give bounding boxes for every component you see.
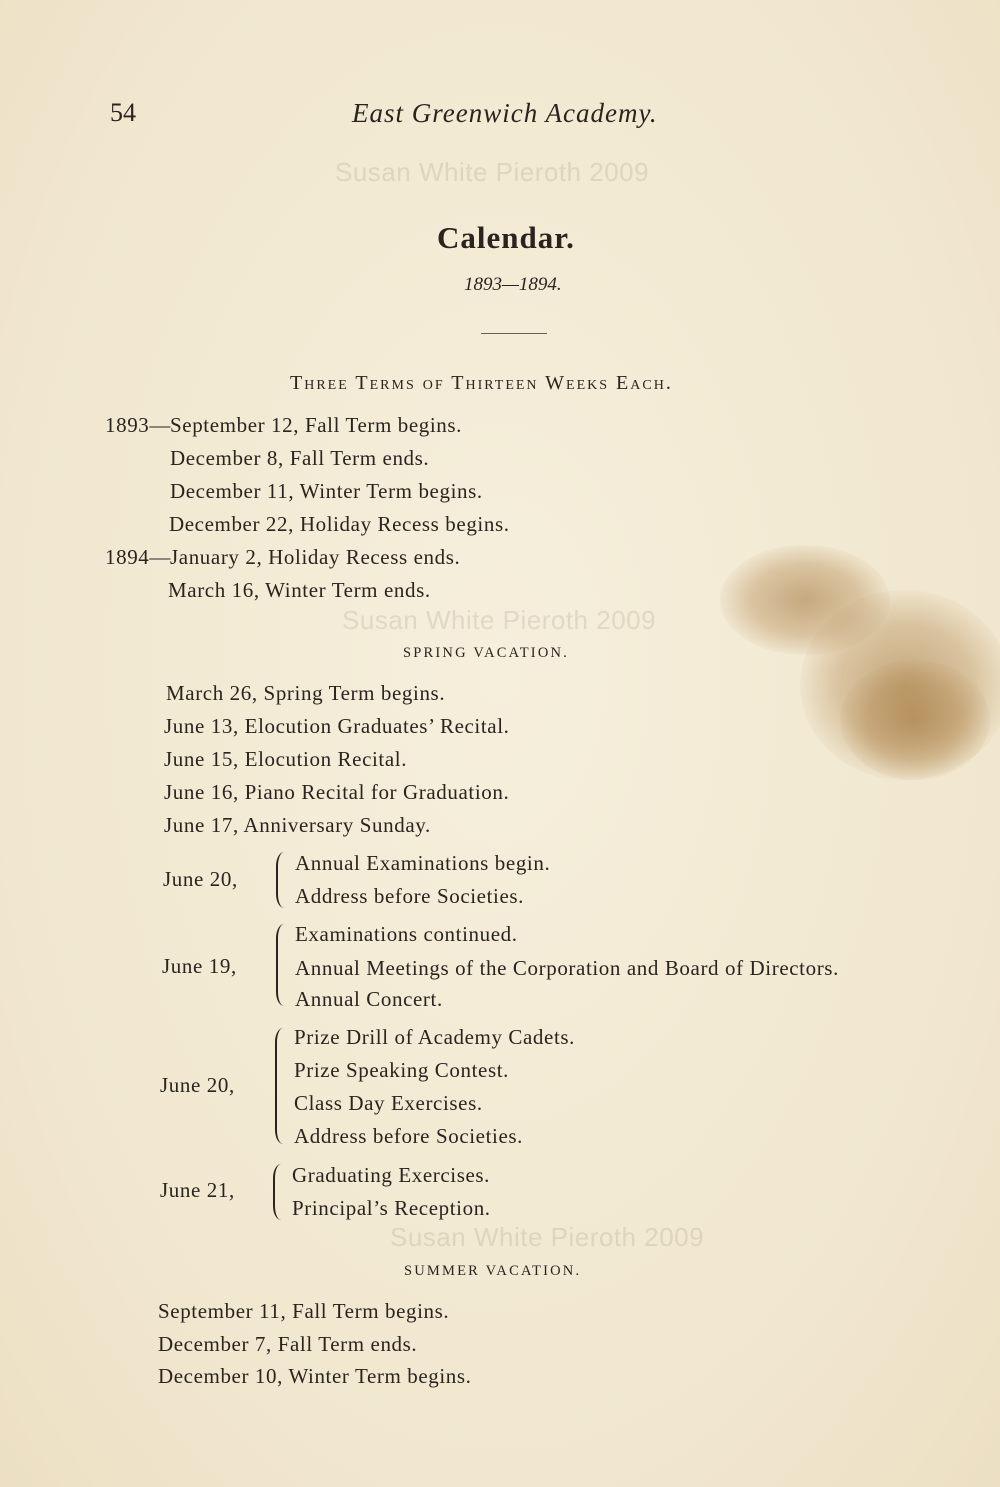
watermark: Susan White Pieroth 2009 <box>335 157 650 187</box>
calendar-entry: Graduating Exercises. <box>292 1163 491 1187</box>
calendar-entry: Annual Concert. <box>295 987 443 1011</box>
calendar-entry: Address before Societies. <box>295 884 525 908</box>
calendar-entry: Annual Examinations begin. <box>295 851 551 875</box>
calendar-entry: June 17, Anniversary Sunday. <box>164 813 431 837</box>
year-label: 1893— <box>105 413 171 437</box>
water-stain <box>800 590 1000 780</box>
calendar-entry: September 12, Fall Term begins. <box>170 413 463 437</box>
group-date: June 19, <box>162 954 237 978</box>
water-stain <box>840 660 990 780</box>
calendar-entry: Annual Meetings of the Corporation and Board of Directors. <box>295 956 839 980</box>
water-stain <box>720 545 890 655</box>
year-label: 1894— <box>105 545 171 569</box>
calendar-entry: June 13, Elocution Graduates’ Recital. <box>164 714 510 738</box>
watermark: Susan White Pieroth 2009 <box>342 605 657 635</box>
divider <box>481 333 547 334</box>
group-date: June 20, <box>163 867 238 891</box>
page-title: Calendar. <box>437 220 575 255</box>
calendar-entry: January 2, Holiday Recess ends. <box>170 545 461 569</box>
calendar-entry: December 10, Winter Term begins. <box>158 1364 472 1388</box>
calendar-entry: June 15, Elocution Recital. <box>164 747 408 771</box>
calendar-entry: December 22, Holiday Recess begins. <box>169 512 510 536</box>
calendar-entry: Prize Speaking Contest. <box>294 1058 510 1082</box>
calendar-entry: Class Day Exercises. <box>294 1091 483 1115</box>
calendar-entry: December 8, Fall Term ends. <box>170 446 430 470</box>
calendar-entry: Examinations continued. <box>295 922 518 946</box>
brace <box>273 1164 283 1220</box>
terms-heading: Three Terms of Thirteen Weeks Each. <box>290 372 673 394</box>
brace <box>275 1028 285 1144</box>
group-date: June 21, <box>160 1178 235 1202</box>
calendar-entry: June 16, Piano Recital for Graduation. <box>164 780 510 804</box>
calendar-entry: March 26, Spring Term begins. <box>166 681 446 705</box>
group-date: June 20, <box>160 1073 235 1097</box>
calendar-entry: Prize Drill of Academy Cadets. <box>294 1025 576 1049</box>
summer-vacation-heading: SUMMER VACATION. <box>404 1263 582 1279</box>
calendar-entry: December 11, Winter Term begins. <box>170 479 483 503</box>
watermark: Susan White Pieroth 2009 <box>390 1222 705 1252</box>
year-range: 1893—1894. <box>464 274 562 295</box>
spring-vacation-heading: SPRING VACATION. <box>403 645 569 661</box>
running-title: East Greenwich Academy. <box>352 98 658 128</box>
calendar-entry: September 11, Fall Term begins. <box>158 1299 450 1323</box>
calendar-entry: Principal’s Reception. <box>292 1196 491 1220</box>
brace <box>276 852 286 908</box>
calendar-entry: December 7, Fall Term ends. <box>158 1332 418 1356</box>
brace <box>276 924 286 1006</box>
calendar-entry: March 16, Winter Term ends. <box>168 578 431 602</box>
calendar-entry: Address before Societies. <box>294 1124 524 1148</box>
page-number: 54 <box>110 98 136 127</box>
